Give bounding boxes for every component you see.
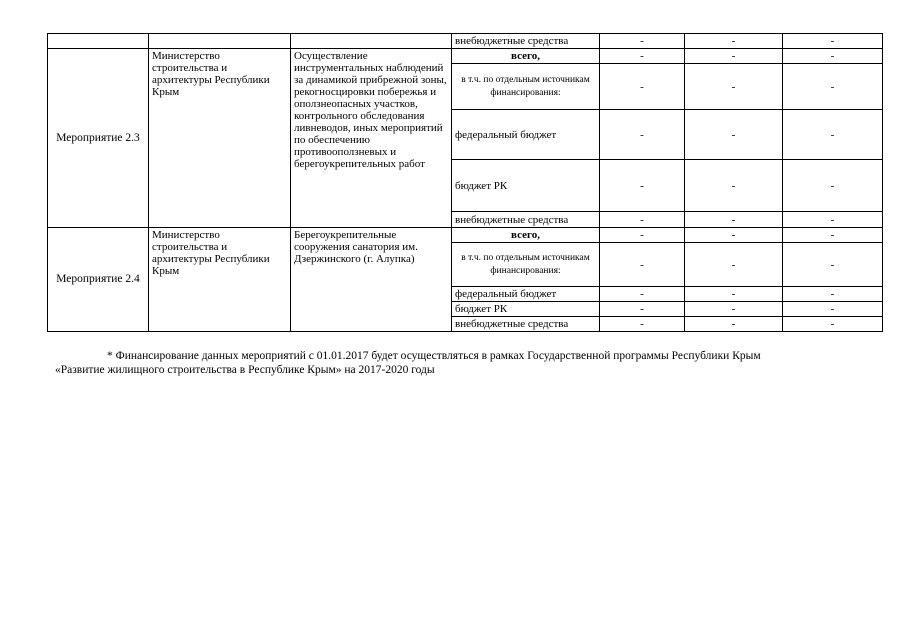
footnote	[55, 349, 855, 377]
table-cell	[48, 34, 149, 49]
table-row	[48, 49, 883, 64]
value-cell: -	[600, 110, 685, 160]
funding-source-cell: всего,	[452, 49, 600, 64]
funding-source-cell: в т.ч. по отдельным источникам финансирования:	[452, 243, 600, 287]
value-cell: -	[685, 110, 783, 160]
value-cell: -	[600, 64, 685, 110]
value-cell: -	[685, 64, 783, 110]
responsible-cell: Министерство строительства и архитектуры Республики Крым	[149, 228, 291, 332]
value-cell: -	[600, 228, 685, 243]
funding-source-cell: бюджет РК	[452, 302, 600, 317]
value-cell: -	[783, 160, 883, 212]
funding-source-cell: внебюджетные средства	[452, 317, 600, 332]
value-cell: -	[600, 243, 685, 287]
table-cell	[291, 34, 452, 49]
description-cell: Берегоукрепительные сооружения санатория им. Дзержинского (г. Алупка)	[291, 228, 452, 332]
funding-source-cell: всего,	[452, 228, 600, 243]
value-cell: -	[783, 64, 883, 110]
value-cell: -	[600, 287, 685, 302]
value-cell: -	[600, 49, 685, 64]
value-cell: -	[685, 49, 783, 64]
value-cell: -	[685, 228, 783, 243]
value-cell: -	[685, 34, 783, 49]
value-cell: -	[685, 317, 783, 332]
footnote-line-1: * Финансирование данных мероприятий с 01.01.2017 будет осуществляться в рамках Государственной программы Республики Крым	[107, 350, 761, 362]
value-cell: -	[600, 302, 685, 317]
value-cell: -	[685, 243, 783, 287]
value-cell: -	[685, 160, 783, 212]
value-cell: -	[783, 287, 883, 302]
event-label-cell: Мероприятие 2.4	[48, 228, 149, 332]
funding-source-cell: федеральный бюджет	[452, 110, 600, 160]
value-cell: -	[783, 243, 883, 287]
value-cell: -	[783, 212, 883, 228]
value-cell: -	[600, 34, 685, 49]
value-cell: -	[783, 228, 883, 243]
table-cell	[149, 34, 291, 49]
table-row	[48, 228, 883, 243]
funding-source-cell: в т.ч. по отдельным источникам финансирования:	[452, 64, 600, 110]
funding-source-cell: внебюджетные средства	[452, 34, 600, 49]
value-cell: -	[685, 212, 783, 228]
responsible-cell: Министерство строительства и архитектуры Республики Крым	[149, 49, 291, 228]
value-cell: -	[685, 287, 783, 302]
financing-table	[47, 33, 883, 332]
table-row	[48, 34, 883, 49]
footnote-line-2: «Развитие жилищного строительства в Республике Крым» на 2017-2020 годы	[55, 364, 435, 376]
value-cell: -	[600, 212, 685, 228]
value-cell: -	[783, 110, 883, 160]
value-cell: -	[783, 34, 883, 49]
value-cell: -	[783, 49, 883, 64]
funding-source-cell: федеральный бюджет	[452, 287, 600, 302]
description-cell: Осуществление инструментальных наблюдений за динамикой прибрежной зоны, рекогносцировки побережья и оползнеопасных участков, контрольного обследования ливневодов, иных мероприятий по обеспечению противооползневых и берегоукрепительных работ	[291, 49, 452, 228]
value-cell: -	[783, 302, 883, 317]
event-label-cell: Мероприятие 2.3	[48, 49, 149, 228]
value-cell: -	[600, 160, 685, 212]
funding-source-cell: внебюджетные средства	[452, 212, 600, 228]
funding-source-cell: бюджет РК	[452, 160, 600, 212]
value-cell: -	[685, 302, 783, 317]
value-cell: -	[600, 317, 685, 332]
value-cell: -	[783, 317, 883, 332]
